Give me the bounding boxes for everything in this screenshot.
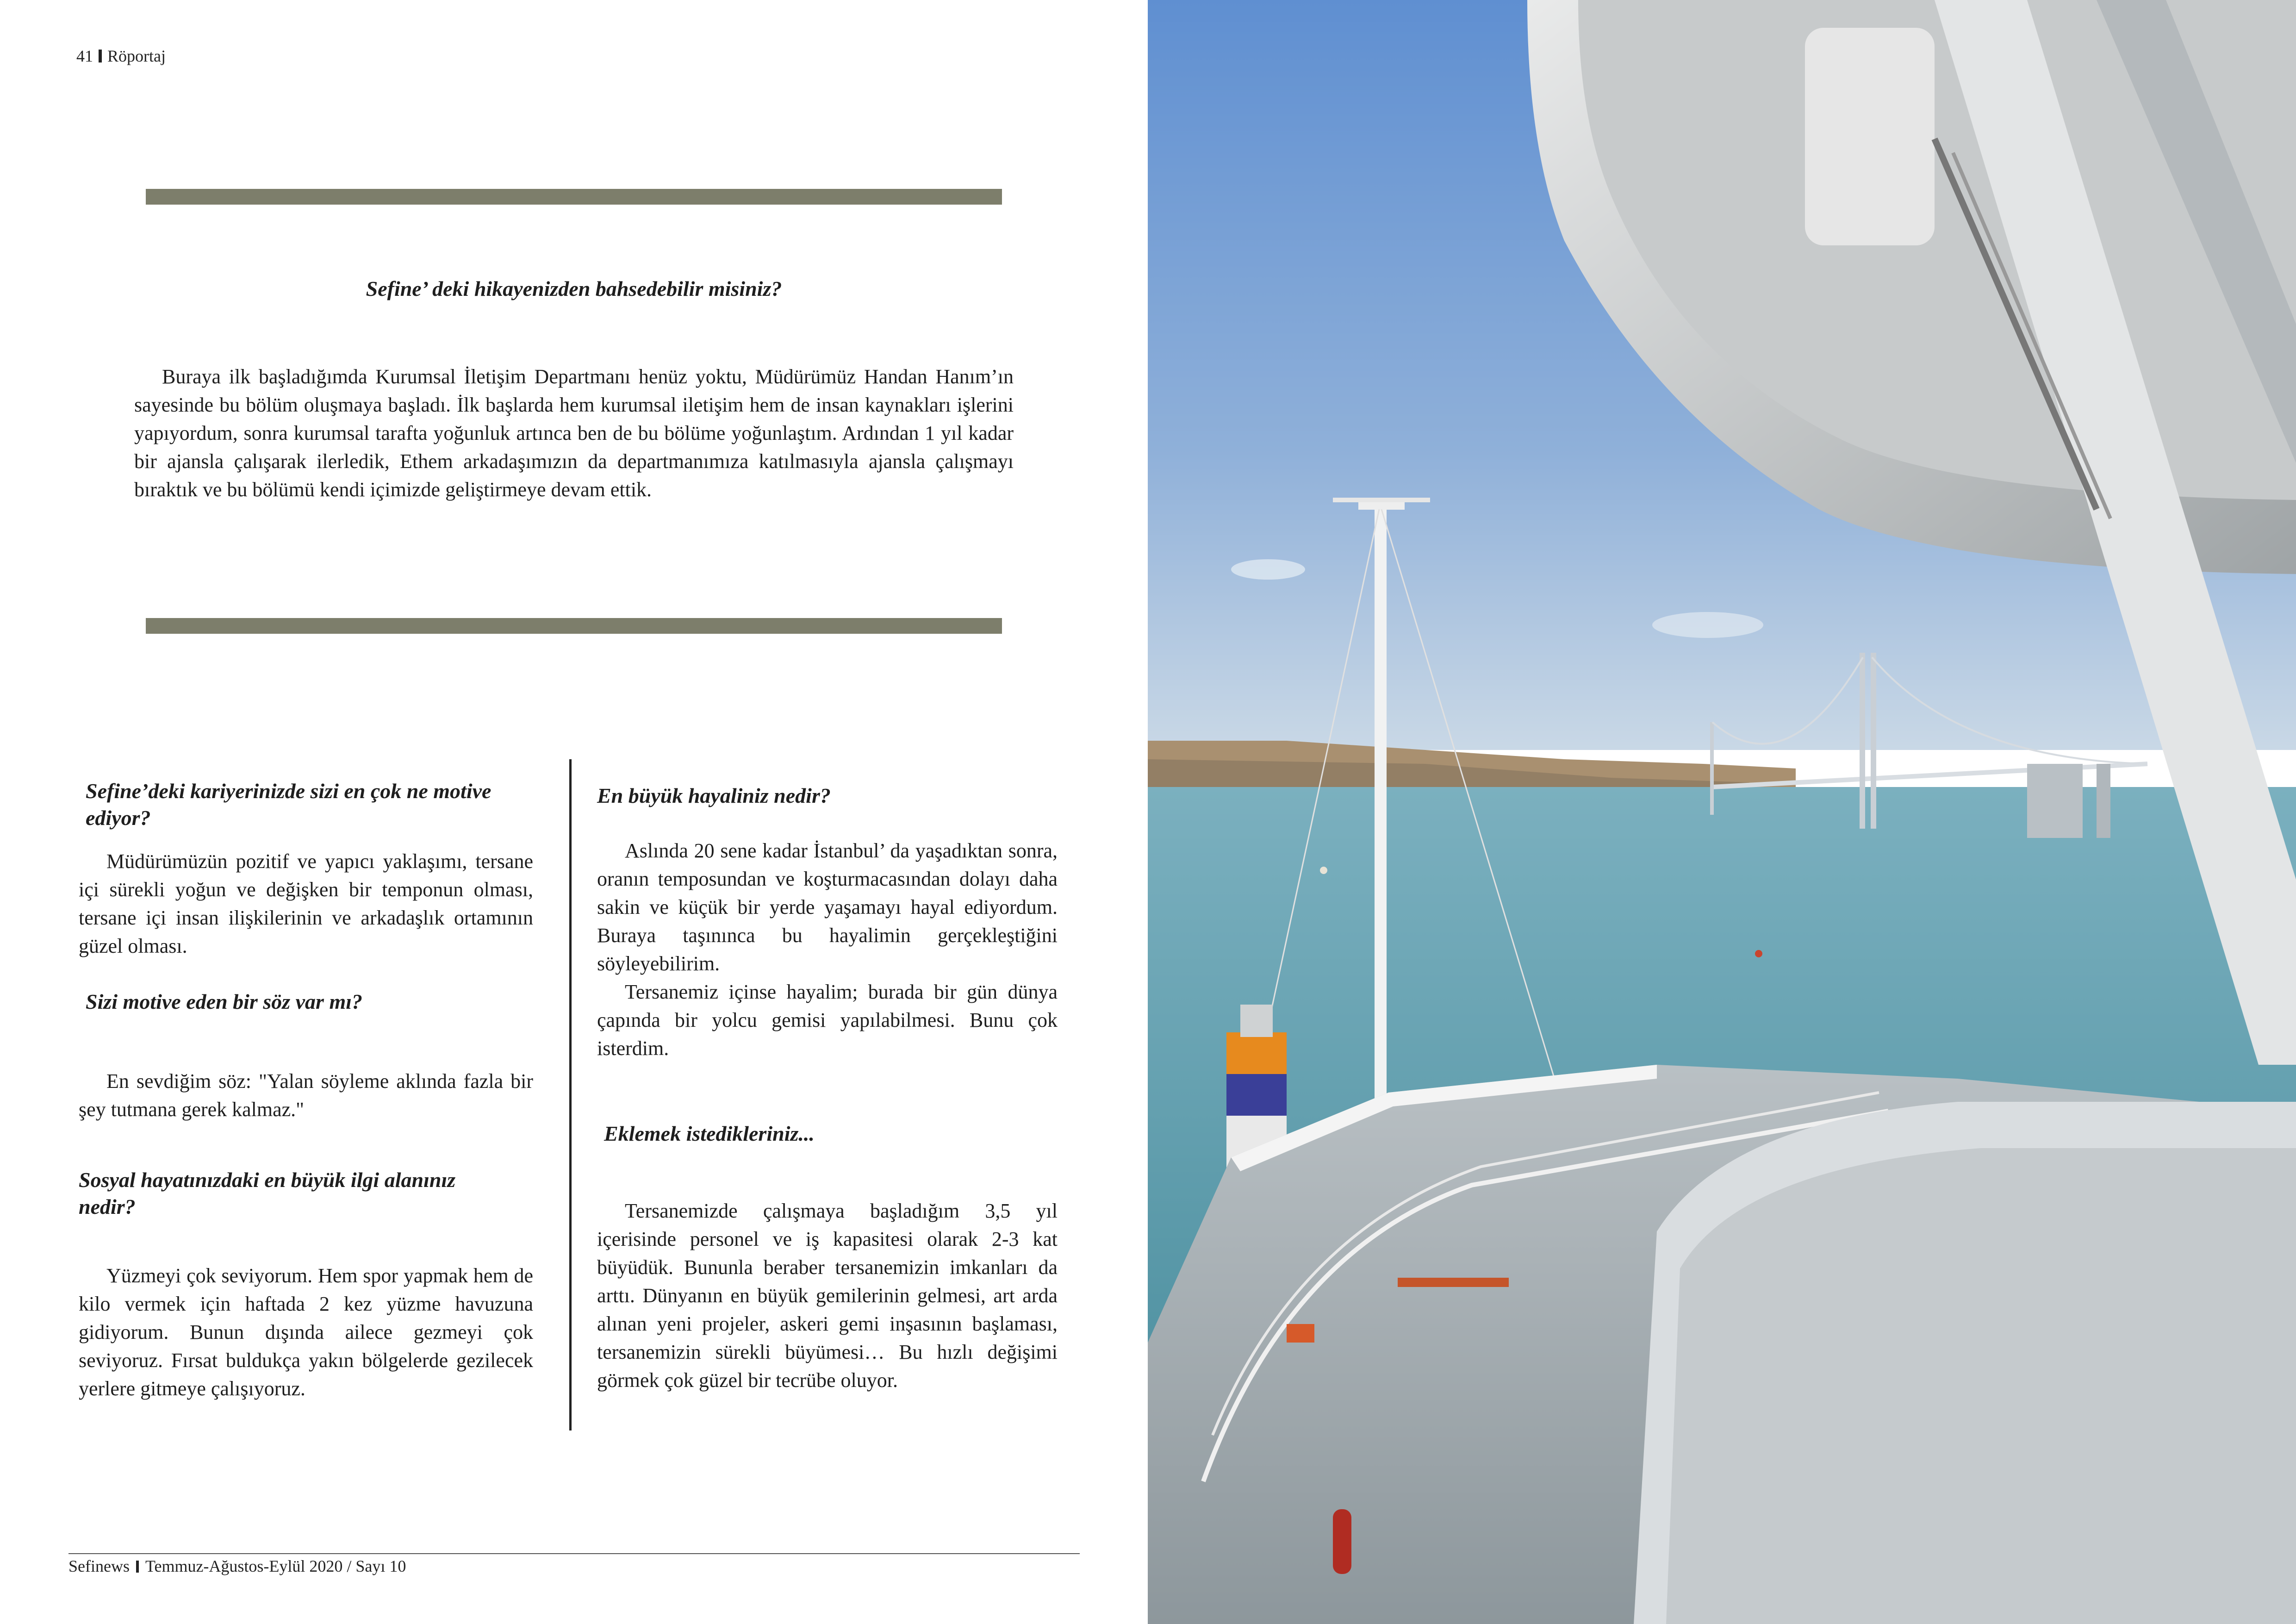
answer-quote-text: En sevdiğim söz: "Yalan söyleme aklında fazla bir şey tutmana gerek kalmaz." xyxy=(79,1070,533,1121)
decorative-bar-top xyxy=(146,189,1002,205)
answer-quote xyxy=(79,1067,533,1124)
question-quote: Sizi motive eden bir söz var mı? xyxy=(86,990,362,1013)
answer-dream-text-1: Aslında 20 sene kadar İstanbul’ da yaşadıktan sonra, oranın temposundan ve koşturmacasından dolayı daha sakin ve küçük bir yerde yaşamayı hayal ediyordum. Buraya taşınınca bu hayalimin gerçekleştiğini söyleyebilirim. xyxy=(597,839,1058,975)
question-interests: Sosyal hayatınızdaki en büyük ilgi alanınız nedir? xyxy=(79,1168,456,1218)
question-motivation: Sefine’deki kariyerinizde sizi en çok ne motive ediyor? xyxy=(86,779,492,830)
page-header xyxy=(76,46,166,66)
answer-motivation xyxy=(79,847,533,960)
answer-dream xyxy=(597,837,1058,1062)
question-story: Sefine’ deki hikayenizden bahsedebilir misiniz? xyxy=(366,277,782,300)
publication-name: Sefinews xyxy=(68,1557,130,1575)
question-additions: Eklemek istedikleriniz... xyxy=(604,1122,815,1145)
answer-story xyxy=(134,362,1014,504)
answer-additions-text: Tersanemizde çalışmaya başladığım 3,5 yıl içerisinde personel ve iş kapasitesi olarak 2-3 kat büyüdük. Bununla beraber tersanemizin imkanları da arttı. Dünyanın en büyük gemilerinin gelmesi, art arda alınan yeni projeler, askeri gemi inşasının başlaması, tersanemizin sürekli büyümesi… Bu hızlı değişimi görmek çok güzel bir tecrübe oluyor. xyxy=(597,1199,1058,1392)
answer-story-text: Buraya ilk başladığımda Kurumsal İletişim Departmanı henüz yoktu, Müdürümüz Handan Hanım’ın sayesinde bu bölüm oluşmaya başladı. İlk başlarda hem kurumsal iletişim hem de insan kaynakları işlerini yapıyordum, sonra kurumsal tarafta yoğunluk artınca ben de bu bölüme yoğunlaştım. Ardından 1 yıl kadar bir ajansla çalışarak ilerledik, Ethem arkadaşımızın da departmanımıza katılmasıyla ajansla çalışmayı bıraktık ve bu bölümü kendi içimizde geliştirmeye devam ettik. xyxy=(134,365,1014,501)
answer-dream-text-2: Tersanemiz içinse hayalim; burada bir gün dünya çapında bir yolcu gemisi yapılabilmesi. Bunu çok isterdim. xyxy=(597,981,1058,1060)
column-divider xyxy=(569,759,572,1430)
answer-additions xyxy=(597,1197,1058,1394)
section-title: Röportaj xyxy=(107,47,166,65)
issue-info: Temmuz-Ağustos-Eylül 2020 / Sayı 10 xyxy=(145,1557,406,1575)
answer-interests xyxy=(79,1262,533,1403)
page-number: 41 xyxy=(76,47,93,65)
header-separator xyxy=(99,50,102,62)
footer-separator xyxy=(136,1561,139,1573)
answer-motivation-text: Müdürümüzün pozitif ve yapıcı yaklaşımı, tersane içi sürekli yoğun ve değişken bir temponun olması, tersane içi insan ilişkilerinin ve arkadaşlık ortamının güzel olması. xyxy=(79,850,533,957)
answer-interests-text: Yüzmeyi çok seviyorum. Hem spor yapmak hem de kilo vermek için haftada 2 kez yüzme havuzuna gidiyorum. Bunun dışında ailece gezmeyi çok seviyoruz. Fırsat buldukça yakın bölgelerde gezilecek yerlere gitmeye çalışıyoruz. xyxy=(79,1264,533,1400)
footer-publication xyxy=(68,1556,406,1576)
question-dream: En büyük hayaliniz nedir? xyxy=(597,784,831,807)
footer-rule xyxy=(68,1553,1080,1554)
decorative-bar-bottom xyxy=(146,618,1002,634)
ship-bridge-photo xyxy=(1148,0,2296,1624)
